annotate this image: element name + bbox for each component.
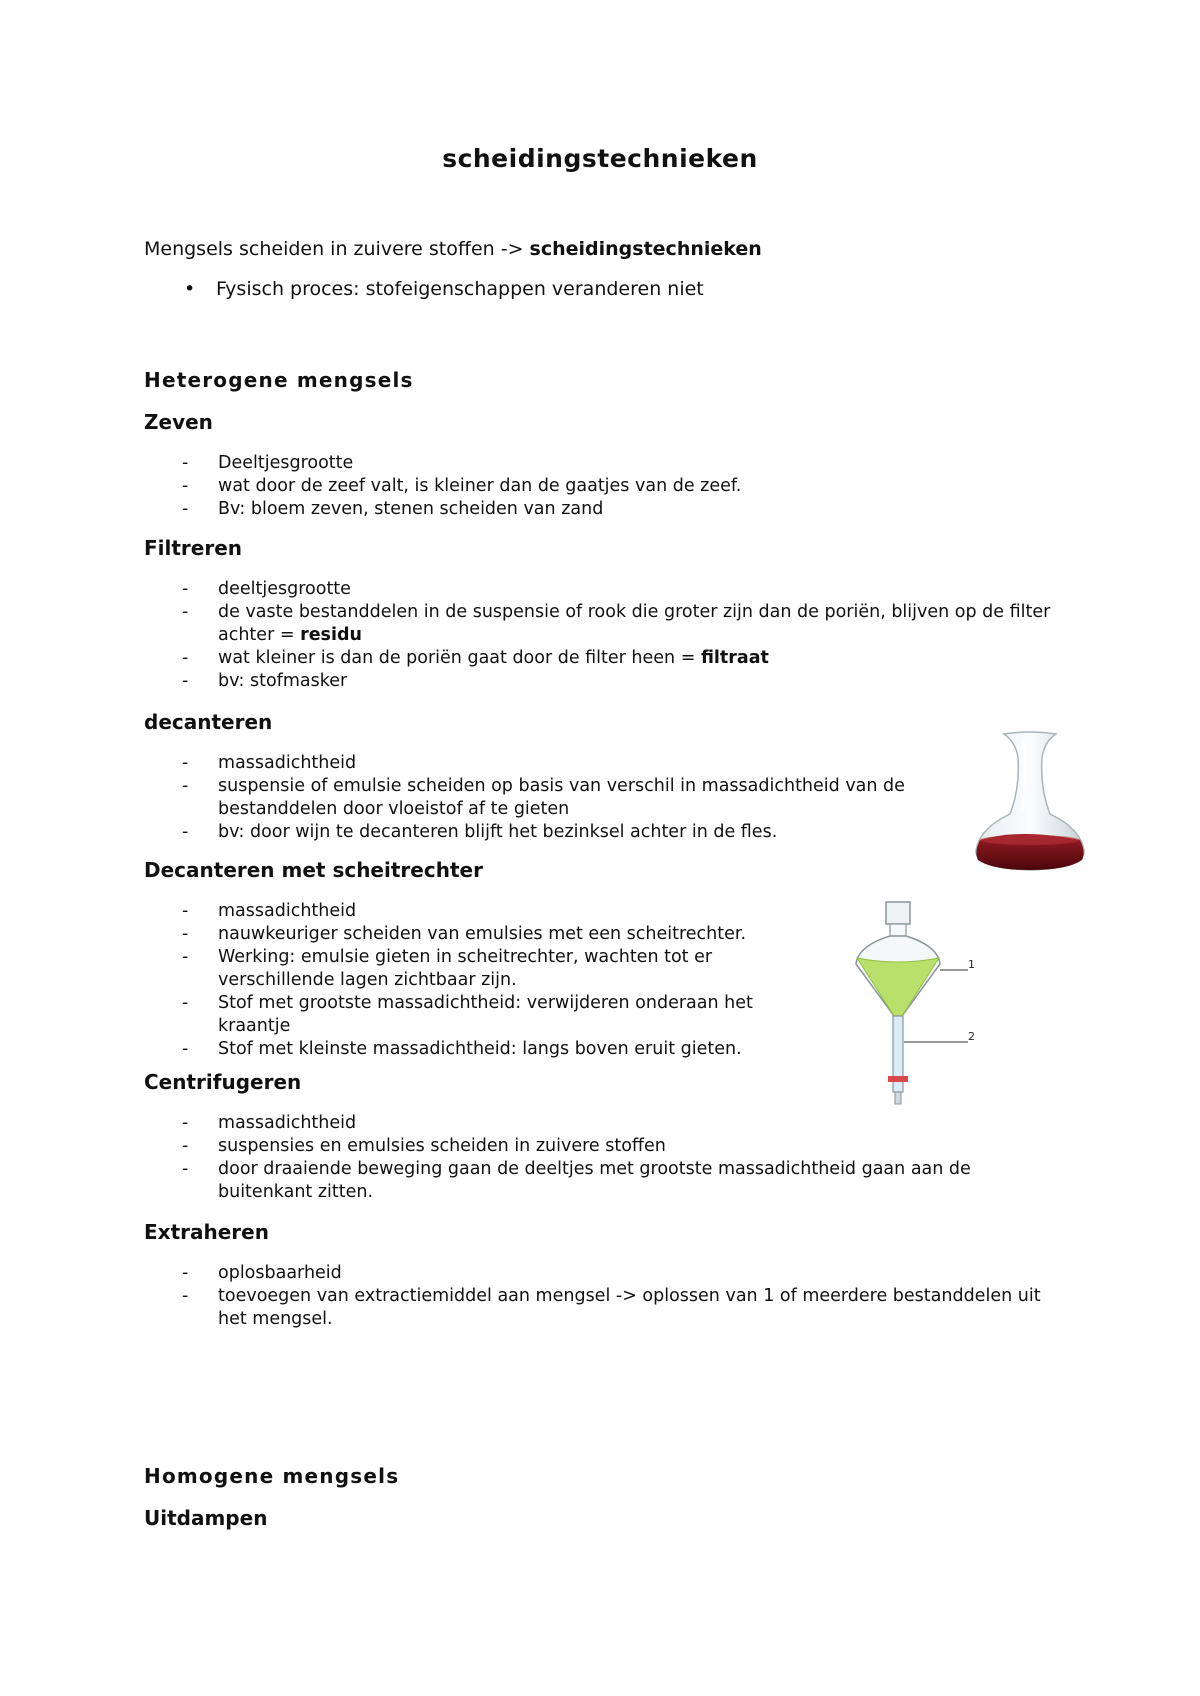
list-item: - massadichtheid — [182, 1113, 357, 1133]
heading-extraheren: Extraheren — [144, 1220, 269, 1244]
term-residu: residu — [300, 625, 362, 645]
list-item: - bv: stofmasker — [182, 671, 348, 691]
intro-line — [144, 238, 762, 260]
list-item: - suspensie of emulsie scheiden op basis van verschil in massadichtheid van de bestanddelen door vloeistof af te gieten — [182, 776, 905, 819]
list-item: - de vaste bestanddelen in de suspensie of rook die groter zijn dan de poriën, blijven op de filter achter = residu — [182, 602, 1051, 645]
list-zeven — [182, 452, 1042, 521]
carafe-image — [960, 728, 1100, 878]
list-item: - Bv: bloem zeven, stenen scheiden van zand — [182, 499, 604, 519]
heading-heterogene: Heterogene mengsels — [144, 368, 414, 392]
list-centrifugeren — [182, 1112, 1002, 1204]
list-scheitrechter — [182, 900, 792, 1061]
list-decanteren — [182, 752, 922, 844]
list-item: - wat kleiner is dan de poriën gaat door de filter heen = filtraat — [182, 648, 769, 668]
list-item: - deeltjesgrootte — [182, 579, 351, 599]
list-item: - massadichtheid — [182, 901, 357, 921]
heading-centrifugeren: Centrifugeren — [144, 1070, 302, 1094]
heading-uitdampen: Uitdampen — [144, 1506, 268, 1530]
list-item: - wat door de zeef valt, is kleiner dan de gaatjes van de zeef. — [182, 476, 742, 496]
list-item: - toevoegen van extractiemiddel aan mengsel -> oplossen van 1 of meerdere bestanddelen uit het mengsel. — [182, 1286, 1041, 1329]
heading-filtreren: Filtreren — [144, 536, 243, 560]
heading-scheitrechter: Decanteren met scheitrechter — [144, 858, 483, 882]
list-filtreren — [182, 578, 1072, 693]
intro-bold: scheidingstechnieken — [529, 238, 762, 260]
list-item: - Deeltjesgrootte — [182, 453, 354, 473]
funnel-label-1: 1 — [968, 958, 975, 971]
list-item: - Stof met grootste massadichtheid: verwijderen onderaan het kraantje — [182, 993, 753, 1036]
heading-zeven: Zeven — [144, 410, 213, 434]
bullet-symbol: • — [184, 278, 196, 300]
list-item: - Stof met kleinste massadichtheid: langs boven eruit gieten. — [182, 1039, 742, 1059]
intro-text: Mengsels scheiden in zuivere stoffen -> — [144, 238, 530, 260]
list-extraheren — [182, 1262, 1062, 1331]
page-title: scheidingstechnieken — [442, 144, 758, 173]
list-item: - nauwkeuriger scheiden van emulsies met een scheitrechter. — [182, 924, 747, 944]
intro-bullet-text: Fysisch proces: stofeigenschappen veranderen niet — [216, 278, 704, 300]
list-item: - suspensies en emulsies scheiden in zuivere stoffen — [182, 1136, 666, 1156]
list-item: - door draaiende beweging gaan de deeltjes met grootste massadichtheid gaan aan de buitenkant zitten. — [182, 1159, 971, 1202]
intro-bullet — [184, 278, 704, 300]
funnel-label-2: 2 — [968, 1030, 975, 1043]
heading-decanteren: decanteren — [144, 710, 273, 734]
heading-homogene: Homogene mengsels — [144, 1464, 400, 1488]
term-filtraat: filtraat — [700, 648, 769, 668]
list-item: - Werking: emulsie gieten in scheitrechter, wachten tot er verschillende lagen zichtbaar zijn. — [182, 947, 713, 990]
list-item: - oplosbaarheid — [182, 1263, 342, 1283]
separatory-funnel-image — [852, 898, 975, 1108]
list-item: - bv: door wijn te decanteren blijft het bezinksel achter in de fles. — [182, 822, 778, 842]
list-item: - massadichtheid — [182, 753, 357, 773]
